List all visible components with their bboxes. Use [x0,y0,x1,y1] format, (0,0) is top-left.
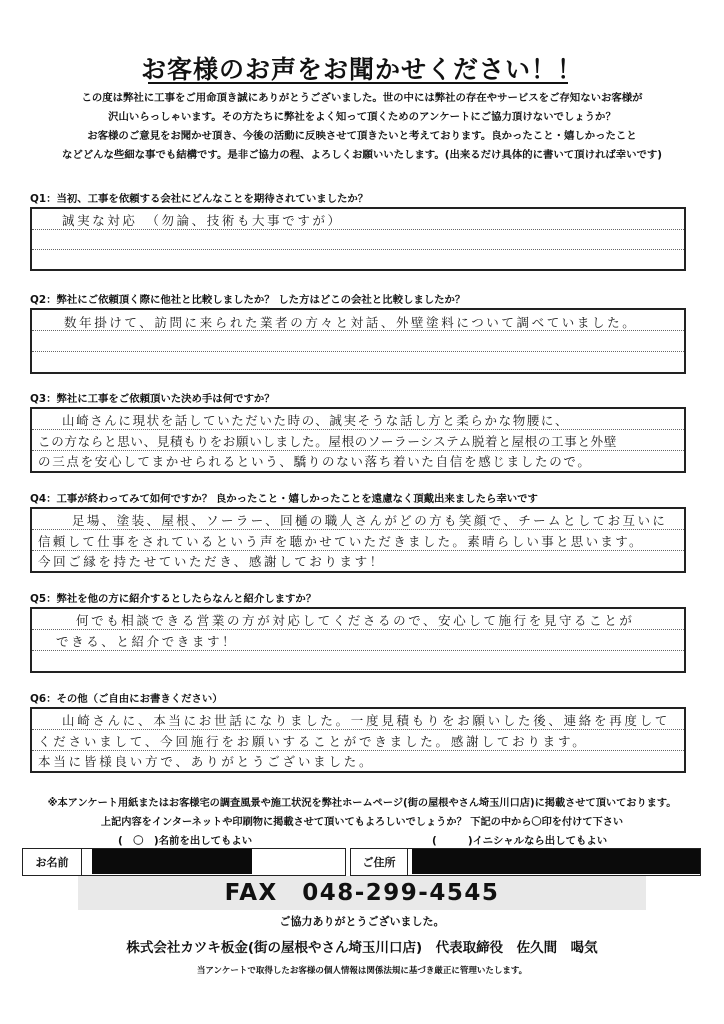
intro-line: 沢山いらっしゃいます。その方たちに弊社をよく知って頂くためのアンケートにご協力頂けないでしょうか？ [108,111,616,123]
page-title: お客様のお声をお聞かせください！！ [140,55,583,84]
question-1-label: Q1：当初、工事を依頼する会社にどんなことを期待されていましたか？ [30,193,369,205]
answer-4-line-2: 信頼して仕事をされているという声を聴かせていただきました。素晴らしい事と思います。 [38,534,644,549]
ruled-line [32,750,684,751]
answer-3-line-2: この方ならと思い、見積もりをお願いしました。屋根のソーラーシステム脱着と屋根の工事と外壁 [38,434,618,449]
redaction-bar [412,849,700,874]
option-initial-mark: ( ) [432,835,473,847]
ruled-line [32,351,684,352]
question-5-label: Q5：弊社を他の方に紹介するとしたらなんと紹介しますか？ [30,593,317,605]
question-3-label: Q3：弊社に工事をご依頼頂いた決め手は何ですか？ [30,393,275,405]
answer-1-line-1: 誠実な対応 （勿論、技術も大事ですが） [62,213,343,228]
publish-notice-line-1: ※本アンケート用紙またはお客様宅の調査風景や施工状況を弊社ホームページ(街の屋根やさん埼玉川口店)に掲載させて頂いております。 [47,798,677,809]
option-name-ok[interactable] [118,832,252,847]
ruled-line [32,650,684,651]
option-name-mark: ( 〇 ) [118,835,159,847]
ruled-line [32,550,684,551]
ruled-line [32,229,684,230]
ruled-line [32,249,684,250]
intro-line: などどんな些細な事でも結構です。是非ご協力の程、よろしくお願いいたします。(出来るだけ具体的に書いて頂ければ幸いです) [61,149,663,161]
option-initial-ok[interactable] [432,832,607,847]
answer-4-line-3: 今回ご縁を持たせていただき、感謝しております！ [38,554,385,569]
publish-notice-line-2: 上記内容をインターネットや印刷物に掲載させて頂いてもよろしいでしょうか？ 下記の中から〇印を付けて下さい [100,817,624,828]
option-name-text: 名前を出してもよい [158,835,253,847]
answer-6-line-2: くださいまして、今回施行をお願いすることができました。感謝しております。 [38,734,588,749]
answer-6-line-1: 山崎さんに、本当にお世話になりました。一度見積もりをお願いした後、連絡を再度して [62,713,671,728]
ruled-line [32,450,684,451]
answer-6-line-3: 本当に皆様良い方で、ありがとうございました。 [38,754,375,769]
answer-3-line-3: の三点を安心してまかせられるという、驕りのない落ち着いた自信を感じましたので。 [38,454,592,469]
title-underline [148,82,568,84]
thanks-text: ご協力ありがとうございました。 [279,915,445,928]
ruled-line [32,629,684,630]
ruled-line [32,729,684,730]
answer-3-line-1: 山崎さんに現状を話していただいた時の、誠実そうな話し方と柔らかな物腰に、 [62,413,570,428]
intro-line: この度は弊社に工事をご用命頂き誠にありがとうございました。世の中には弊社の存在やサービスをご存知ないお客様が [81,92,643,104]
answer-4-line-1: 足場、塗装、屋根、ソーラー、回樋の職人さんがどの方も笑顔で、チームとしてお互いに [72,513,668,528]
redaction-bar [92,849,252,874]
intro-line: お客様のご意見をお聞かせ頂き、今後の活動に反映させて頂きたいと考えております。良かったこと・嬉しかったこと [87,130,637,142]
question-6-label: Q6：その他（ご自由にお書きください） [30,693,223,705]
address-label: ご住所 [350,848,408,876]
option-initial-text: イニシャルなら出してもよい [472,835,608,847]
ruled-line [32,529,684,530]
intro-text [30,89,694,165]
name-label: お名前 [22,848,82,876]
question-4-label: Q4：工事が終わってみて如何ですか？ 良かったこと・嬉しかったことを遠慮なく頂戴出来ましたら幸いです [30,493,538,505]
answer-2-line-1: 数年掛けて、訪問に来られた業者の方々と対話、外壁塗料について調べていました。 [64,315,638,330]
company-name: 株式会社カツキ板金(街の屋根やさん埼玉川口店) 代表取締役 佐久間 喝気 [126,940,598,956]
answer-5-line-1: 何でも相談できる営業の方が対応してくださるので、安心して施行を見守ることが [76,613,635,628]
ruled-line [32,429,684,430]
fax-number: FAX 048-299-4545 [78,876,646,910]
answer-5-line-2: できる、と紹介できます！ [56,634,238,649]
privacy-notice: 当アンケートで取得したお客様の個人情報は関係法規に基づき厳正に管理いたします。 [196,966,528,976]
question-2-label: Q2：弊社にご依頼頂く際に他社と比較しましたか？ した方はどこの会社と比較しましたか？ [30,294,466,306]
